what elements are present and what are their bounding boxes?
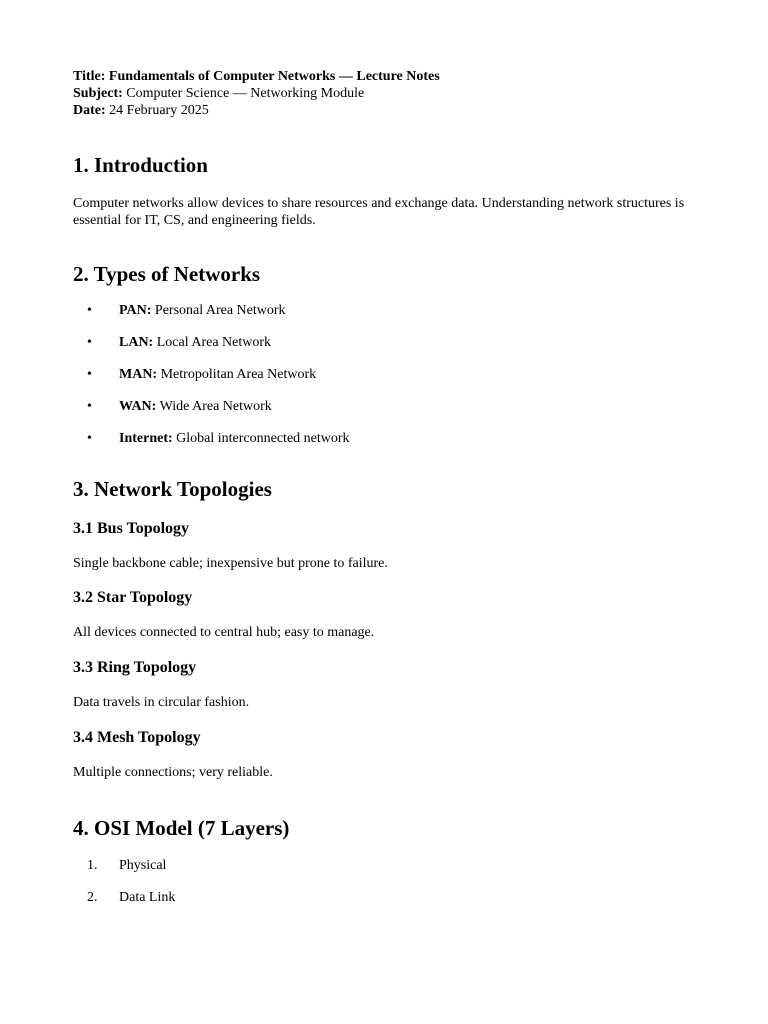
layer-label: Physical: [119, 858, 167, 873]
network-term: PAN:: [119, 303, 152, 318]
bullet-marker: •: [87, 367, 92, 382]
list-item: [73, 889, 693, 906]
network-types-list: [73, 302, 693, 447]
date-line: [73, 102, 693, 119]
list-item: [73, 302, 693, 319]
ring-topology-text: Data travels in circular fashion.: [73, 695, 250, 710]
osi-layers-list: [73, 857, 693, 906]
list-item: [73, 857, 693, 874]
subject-line: [73, 85, 693, 102]
network-desc: Local Area Network: [156, 335, 272, 350]
types-heading: 2. Types of Networks: [73, 262, 261, 286]
star-topology-text: All devices connected to central hub; easy to manage.: [73, 625, 375, 640]
network-desc: Personal Area Network: [154, 303, 286, 318]
star-topology-heading: 3.2 Star Topology: [73, 589, 193, 606]
layer-label: Data Link: [119, 890, 176, 905]
list-item: [73, 398, 693, 415]
network-desc: Wide Area Network: [159, 399, 272, 414]
bullet-marker: •: [87, 303, 92, 318]
list-item: [73, 334, 693, 351]
bus-topology-heading: 3.1 Bus Topology: [73, 520, 190, 537]
mesh-topology-heading: 3.4 Mesh Topology: [73, 729, 201, 746]
osi-heading: 4. OSI Model (7 Layers): [73, 816, 290, 840]
list-number: 2.: [87, 890, 98, 905]
bullet-marker: •: [87, 399, 92, 414]
network-term: Internet:: [119, 431, 173, 446]
network-term: LAN:: [119, 335, 154, 350]
title-label: Title:: [73, 69, 106, 84]
subject-value: Computer Science — Networking Module: [126, 86, 365, 101]
intro-text: Computer networks allow devices to share resources and exchange data. Understanding network structures is essential for IT, CS, and engineering fields.: [73, 196, 685, 228]
mesh-topology-text: Multiple connections; very reliable.: [73, 765, 273, 780]
list-number: 1.: [87, 858, 98, 873]
network-desc: Global interconnected network: [176, 431, 350, 446]
document-page: [73, 68, 693, 906]
bullet-marker: •: [87, 335, 92, 350]
intro-heading: 1. Introduction: [73, 153, 208, 177]
list-item: [73, 430, 693, 447]
list-item: [73, 366, 693, 383]
bus-topology-text: Single backbone cable; inexpensive but prone to failure.: [73, 556, 388, 571]
topologies-heading: 3. Network Topologies: [73, 477, 272, 501]
network-term: MAN:: [119, 367, 158, 382]
ring-topology-heading: 3.3 Ring Topology: [73, 659, 197, 676]
title-value: Fundamentals of Computer Networks — Lecture Notes: [108, 69, 440, 84]
date-label: Date:: [73, 103, 106, 118]
date-value: 24 February 2025: [109, 103, 209, 118]
network-term: WAN:: [119, 399, 157, 414]
bullet-marker: •: [87, 431, 92, 446]
network-desc: Metropolitan Area Network: [160, 367, 317, 382]
subject-label: Subject:: [73, 86, 123, 101]
title-line: [73, 68, 693, 85]
document-header: [73, 68, 693, 119]
